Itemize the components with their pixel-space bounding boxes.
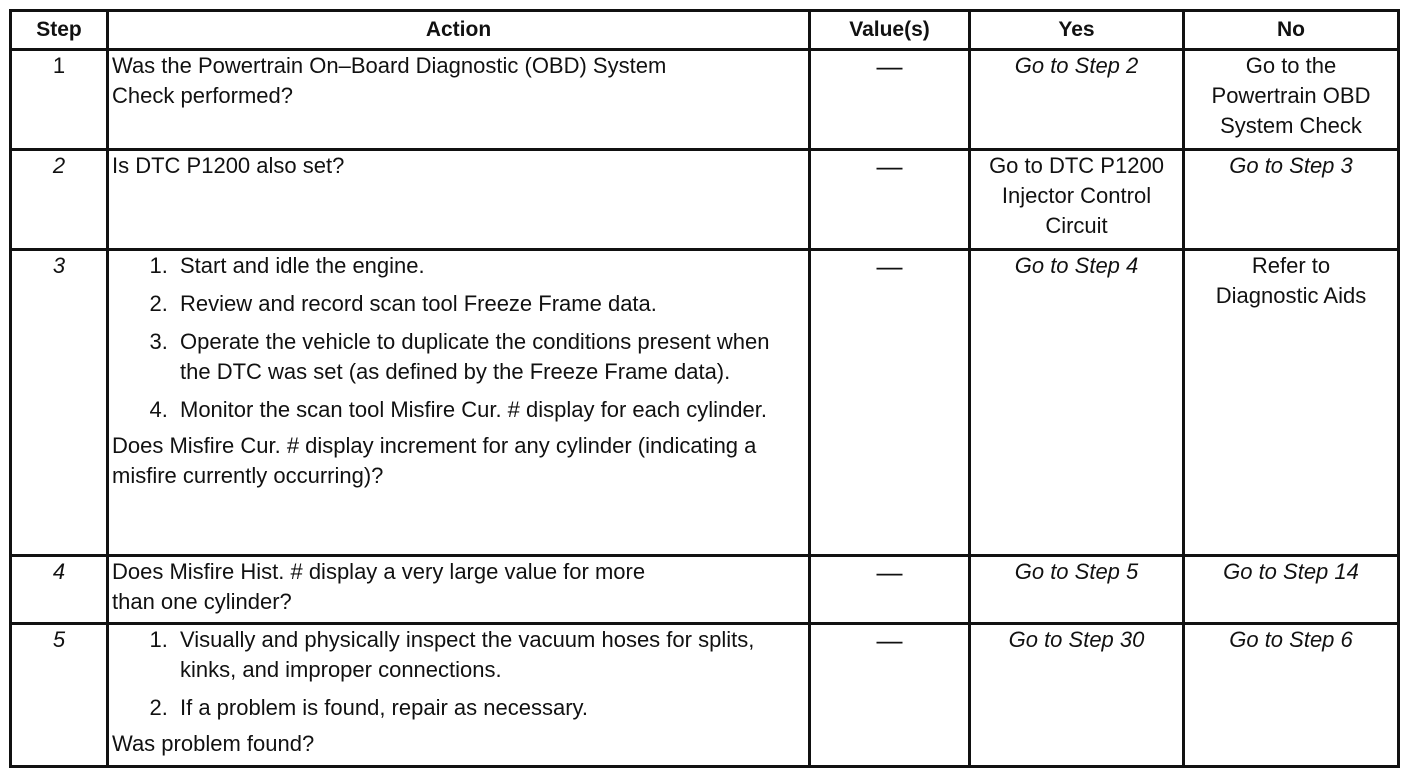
action-steps-list: [112, 625, 805, 723]
action-text: than one cylinder?: [112, 589, 292, 614]
list-item: 2. Review and record scan tool Freeze Frame data.: [174, 289, 805, 319]
action-cell: [108, 556, 810, 624]
no-text: Powertrain OBD: [1211, 83, 1371, 108]
list-item: 3. Operate the vehicle to duplicate the conditions present when the DTC was set (as defined by the Freeze Frame data).: [174, 327, 805, 387]
no-cell: Go to Step 6: [1184, 624, 1399, 767]
diagnostic-table: [9, 9, 1400, 768]
action-cell: [108, 150, 810, 250]
header-row: [11, 11, 1399, 50]
no-cell: [1184, 50, 1399, 150]
no-cell: Go to Step 14: [1184, 556, 1399, 624]
yes-text: Circuit: [1045, 213, 1108, 238]
yes-cell: [970, 150, 1184, 250]
value-cell: —: [810, 624, 970, 767]
header-no: No: [1184, 11, 1399, 50]
yes-cell: Go to Step 30: [970, 624, 1184, 767]
yes-cell: Go to Step 5: [970, 556, 1184, 624]
header-action: Action: [108, 11, 810, 50]
table-row: [11, 50, 1399, 150]
step-number: 1: [11, 50, 108, 150]
table-row: [11, 250, 1399, 556]
step-number: 2: [11, 150, 108, 250]
action-question: Was problem found?: [112, 731, 315, 756]
step-number: 4: [11, 556, 108, 624]
action-cell: [108, 624, 810, 767]
value-cell: —: [810, 556, 970, 624]
action-question: Does Misfire Cur. # display increment for any cylinder (indicating a misfire currently occurring)?: [112, 433, 757, 488]
list-item: 4. Monitor the scan tool Misfire Cur. # display for each cylinder.: [174, 395, 805, 425]
header-values: Value(s): [810, 11, 970, 50]
yes-text: Go to DTC P1200: [989, 153, 1164, 178]
table-row: [11, 556, 1399, 624]
action-text: Does Misfire Hist. # display a very large value for more: [112, 559, 646, 584]
action-text: Check performed?: [112, 83, 293, 108]
action-text: Is DTC P1200 also set?: [112, 153, 345, 178]
table-row: [11, 624, 1399, 767]
action-steps-list: [112, 251, 805, 425]
no-text: Go to the: [1245, 53, 1337, 78]
action-cell: [108, 50, 810, 150]
no-text: Refer to: [1251, 253, 1331, 278]
action-text: Was the Powertrain On–Board Diagnostic (OBD) System: [112, 53, 667, 78]
list-item: 2. If a problem is found, repair as necessary.: [174, 693, 805, 723]
no-cell: [1184, 250, 1399, 556]
header-step: Step: [11, 11, 108, 50]
value-cell: —: [810, 50, 970, 150]
step-number: 5: [11, 624, 108, 767]
list-item: 1. Visually and physically inspect the vacuum hoses for splits, kinks, and improper connections.: [174, 625, 805, 685]
yes-text: Injector Control: [1001, 183, 1152, 208]
no-cell: Go to Step 3: [1184, 150, 1399, 250]
yes-cell: Go to Step 4: [970, 250, 1184, 556]
value-cell: —: [810, 150, 970, 250]
no-text: Diagnostic Aids: [1215, 283, 1367, 308]
no-text: System Check: [1220, 113, 1362, 138]
list-item: 1. Start and idle the engine.: [174, 251, 805, 281]
value-cell: —: [810, 250, 970, 556]
action-cell: [108, 250, 810, 556]
table-row: [11, 150, 1399, 250]
yes-cell: Go to Step 2: [970, 50, 1184, 150]
header-yes: Yes: [970, 11, 1184, 50]
step-number: 3: [11, 250, 108, 556]
